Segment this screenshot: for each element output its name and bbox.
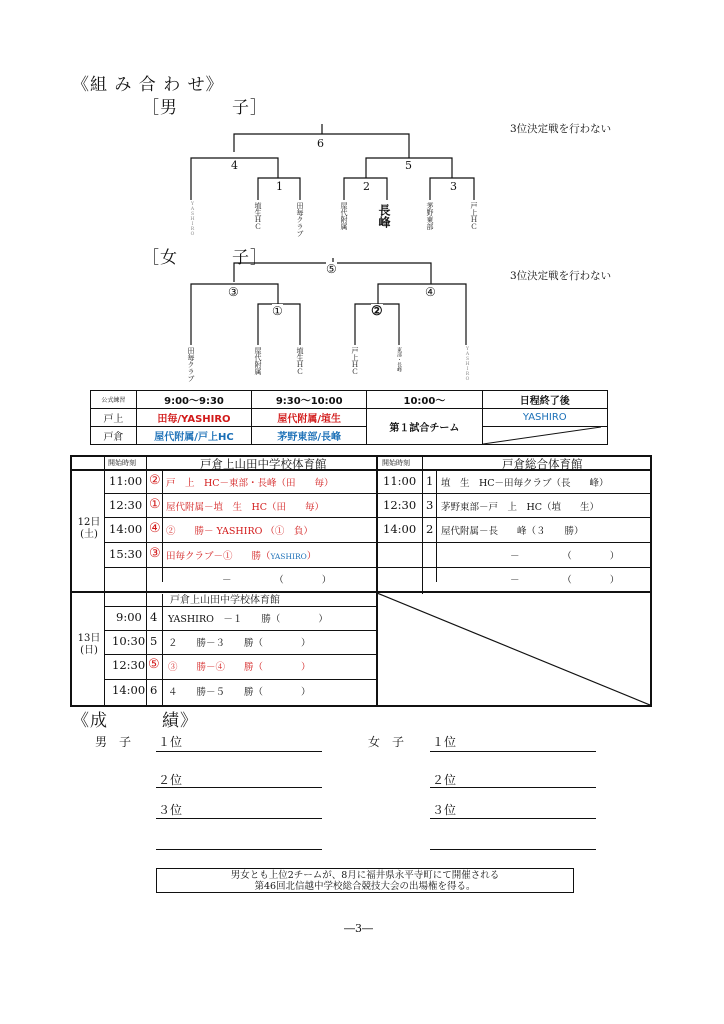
match-no: ④ (149, 521, 161, 536)
match-desc: － （ ） (510, 575, 620, 586)
girls-game1-no: ① (272, 304, 283, 318)
result-line (156, 849, 322, 850)
boys-team: 屋代附属 (340, 202, 348, 230)
match-desc: 茅野東部－戸 上 HC（埴 生） (441, 502, 600, 513)
result-line (430, 787, 596, 788)
match-no: 5 (150, 634, 158, 648)
result-line (156, 818, 322, 819)
match-desc: 屋代附属－埴 生 HC（田 毎） (166, 502, 325, 513)
qualification-note: 男女とも上位2チームが、8月に福井県永平寺町にて開催される 第46回北信越中学校総合競技大会の出場権を得る。 (156, 868, 574, 893)
venue-right-header: 戸倉総合体育館 (502, 457, 583, 471)
boys-game3-no: 3 (450, 180, 457, 193)
match-desc: ４ 勝－５ 勝（ ） (168, 687, 311, 698)
match-no: 6 (150, 683, 158, 697)
day1-label: 12日 (土) (77, 517, 101, 540)
results-boys-label: 男 子 (95, 735, 132, 749)
boys-team: 埴生ＨＣ (254, 202, 262, 230)
boys-team: 田毎クラブ (296, 202, 304, 237)
match-no: ⑤ (148, 657, 160, 672)
match-time: 11:00 (109, 474, 143, 488)
match-schedule-grid (70, 455, 652, 707)
day2-label: 13日 (日) (77, 633, 101, 656)
page-title: 《組 み 合 わ せ》 (72, 75, 224, 95)
practice-slot: 田毎/YASHIRO (136, 409, 251, 427)
practice-empty (482, 427, 607, 445)
match-desc: － （ ） (222, 575, 332, 586)
match-no: 1 (426, 474, 434, 488)
practice-header: 公式練習 (91, 391, 137, 409)
boys-semi-left-no: 4 (231, 159, 238, 172)
girls-team: 東部・長峰 (396, 347, 402, 372)
match-time: 14:00 (383, 522, 417, 536)
girls-rank-2: ２位 (432, 773, 457, 787)
result-line (430, 751, 596, 752)
girls-note: 3位決定戦を行わない (510, 270, 612, 282)
match-desc: ③ 勝－④ 勝（ ） (168, 662, 311, 673)
girls-final-no: ⑤ (326, 262, 337, 276)
practice-header: 10:00〜 (367, 391, 482, 409)
match-time: 10:30 (112, 634, 146, 648)
match-no: 4 (150, 610, 158, 624)
results-title: 《成 績》 (72, 711, 198, 731)
match-time: 12:30 (383, 498, 417, 512)
practice-venue: 戸倉 (91, 427, 137, 445)
practice-venue: 戸上 (91, 409, 137, 427)
match-desc-text: 田毎クラブ－① 勝（ (166, 551, 271, 562)
girls-semi-left-no: ③ (228, 285, 239, 299)
boys-note: 3位決定戦を行わない (510, 123, 612, 135)
boys-team: YASHIRO (190, 202, 195, 237)
match-desc: ② 勝－ YASHIRO （① 負） (166, 526, 313, 537)
match-desc (166, 548, 316, 562)
girls-team: 戸上ＨＣ (351, 347, 359, 375)
match-no: 2 (426, 522, 434, 536)
match-desc: 屋代附属－長 峰（３ 勝） (441, 526, 584, 537)
results-girls-label: 女 子 (368, 735, 405, 749)
practice-header: 9:30〜10:00 (252, 391, 367, 409)
girls-game2-no: ② (371, 304, 383, 319)
match-no: ② (149, 473, 161, 488)
official-practice-table (90, 390, 608, 445)
match-time: 9:00 (116, 610, 142, 624)
practice-slot: 屋代附属/戸上HC (136, 427, 251, 445)
match-time: 14:00 (112, 683, 146, 697)
boys-rank-3: ３位 (158, 803, 183, 817)
practice-header: 日程終了後 (482, 391, 607, 409)
girls-rank-1: １位 (432, 735, 457, 749)
match-desc: YASHIRO －１ 勝（ ） (168, 614, 328, 625)
boys-label: ［男 子］ (142, 98, 268, 118)
day2-venue-header: 戸倉上山田中学校体育館 (170, 595, 280, 606)
boys-rank-1: １位 (158, 735, 183, 749)
result-line (156, 787, 322, 788)
practice-slot: 茅野東部/長峰 (252, 427, 367, 445)
match-time: 15:30 (109, 547, 143, 561)
boys-game1-no: 1 (276, 180, 283, 193)
match-desc: 戸 上 HC－東部・長峰（田 毎） (166, 478, 334, 489)
page-number: ―3― (344, 922, 373, 935)
boys-rank-2: ２位 (158, 773, 183, 787)
result-line (430, 818, 596, 819)
match-no: ③ (149, 546, 161, 561)
girls-rank-3: ３位 (432, 803, 457, 817)
time-header: 開始時刻 (382, 459, 410, 467)
venue-left-header: 戸倉上山田中学校体育館 (200, 457, 327, 471)
practice-header: 9:00〜9:30 (136, 391, 251, 409)
result-line (430, 849, 596, 850)
match-time: 12:30 (109, 498, 143, 512)
match-no: 3 (426, 498, 434, 512)
girls-team: 屋代附属 (254, 347, 262, 375)
match-desc: － （ ） (510, 551, 620, 562)
boys-semi-right-no: 5 (405, 159, 412, 172)
girls-label: ［女 子］ (142, 248, 268, 268)
practice-slot: 屋代附属/埴生 (252, 409, 367, 427)
boys-team: 茅野東部 (426, 202, 434, 230)
boys-final-no: 6 (317, 137, 324, 150)
practice-merged: 第１試合チーム (367, 409, 482, 445)
match-ref: YASHIRO (270, 552, 307, 561)
girls-team: 田毎クラブ (187, 347, 195, 382)
boys-team: 戸上ＨＣ (470, 202, 478, 230)
girls-semi-right-no: ④ (425, 285, 436, 299)
match-time: 12:30 (112, 658, 146, 672)
match-time: 14:00 (109, 522, 143, 536)
girls-team: 埴生ＨＣ (296, 347, 304, 375)
match-close: ） (306, 551, 317, 562)
practice-slot: YASHIRO (482, 409, 607, 427)
boys-game2-no: 2 (363, 180, 370, 193)
match-desc: ２ 勝－３ 勝（ ） (168, 638, 311, 649)
match-no: ① (149, 497, 161, 512)
result-line (156, 751, 322, 752)
time-header: 開始時刻 (108, 459, 136, 467)
match-time: 11:00 (383, 474, 417, 488)
girls-team: YASHIRO (465, 347, 470, 382)
match-desc: 埴 生 HC－田毎クラブ（長 峰） (441, 478, 609, 489)
boys-team: 長峰 (377, 204, 391, 228)
